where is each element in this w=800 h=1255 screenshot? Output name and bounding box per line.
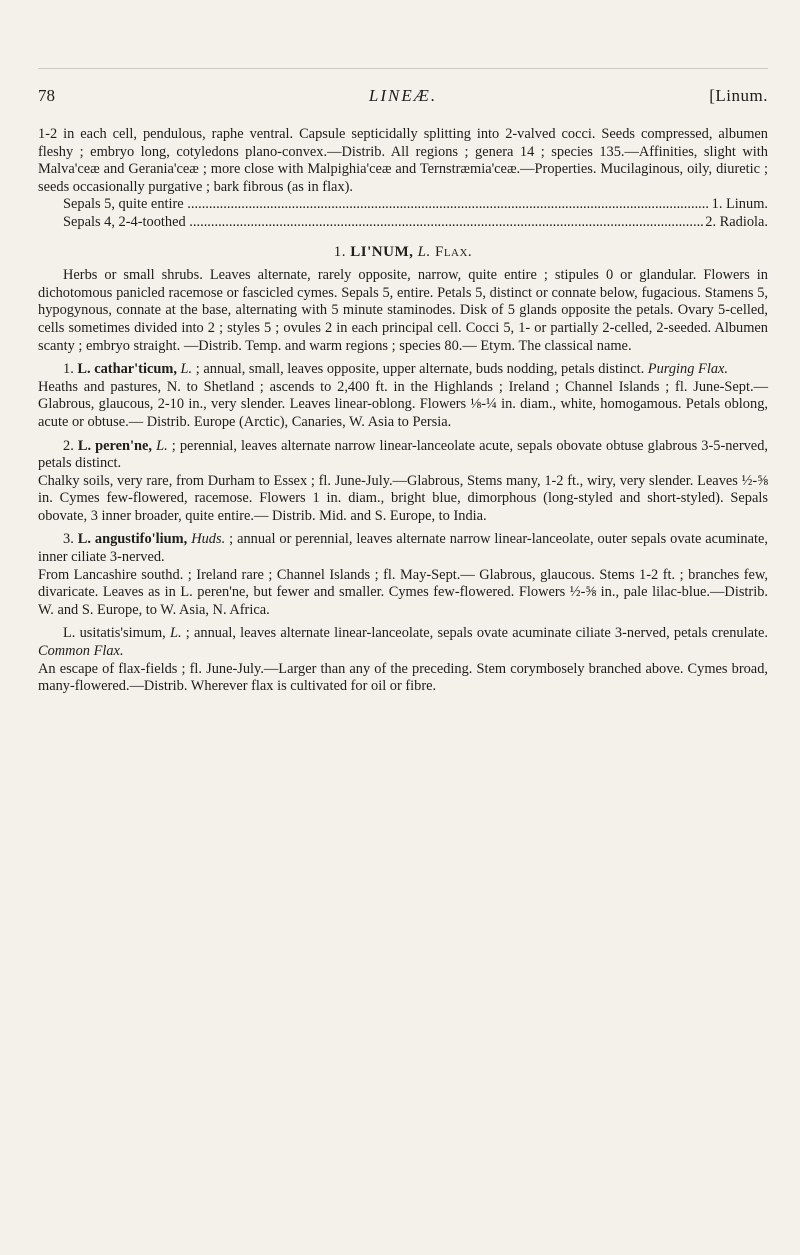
- species-author: L.: [156, 437, 168, 454]
- genus-number: 1.: [333, 243, 347, 260]
- genus-name: LI'NUM,: [350, 243, 414, 260]
- species-header-1: 1. L. cathar'ticum, L. ; annual, small, leaves opposite, upper alternate, buds nodding, petals distinct. Purging Flax.: [63, 361, 728, 378]
- book-page: [38, 16, 769, 695]
- species-name: L. cathar'ticum,: [77, 361, 177, 378]
- species-author: L.: [169, 625, 182, 642]
- species-name: L. peren'ne,: [77, 437, 153, 454]
- species-name: L. angustifo'lium,: [77, 531, 188, 548]
- species-name: L. usitatis'simum,: [63, 625, 166, 642]
- species-body-1: Heaths and pastures, N. to Shetland ; ascends to 2,400 ft. in the Highlands ; Ireland ; Channel Islands ; fl. June-Sept.—Glabrous, glaucous, 2-10 in., very slender. Leaves linear-oblong. Flowers ⅛-¼ in. diam., white, homogamous. Petals oblong, acute or obtuse.— Distrib. Europe (Arctic), Canaries, W. Asia to Persia.: [38, 378, 768, 430]
- species-common-name: Purging Flax.: [647, 361, 728, 378]
- species-body-3: From Lancashire southd. ; Ireland rare ; Channel Islands ; fl. May-Sept.— Glabrous, glaucous. Stems 1-2 ft. ; branches few, divaricate. Leaves as in L. peren'ne, but fewer and smaller. Cymes few-flowered. Flowers ½-⅝ in., pale lilac-blue.—Distrib. W. and S. Europe, to W. Asia, N. Africa.: [38, 566, 768, 618]
- species-author: Huds.: [191, 531, 226, 548]
- species-author: L.: [180, 361, 193, 378]
- species-diagnosis: ; annual or perennial, leaves alternate narrow linear-lanceolate, outer sepals ovate acuminate, inner ciliate 3-nerved.: [38, 531, 769, 566]
- key-result: 1. Linum.: [711, 196, 768, 213]
- page-number: 78: [38, 86, 55, 105]
- species-body-2: Chalky soils, very rare, from Durham to Essex ; fl. June-July.—Glabrous, Stems many, 1-2 ft., wiry, very slender. Leaves ½-⅝ in. Cymes few-flowered, racemose. Flowers 1 in. diam., bright blue, dimorphous (long-styled and short-styled). Sepals obovate, 3 inner broader, quite entire.— Distrib. Mid. and S. Europe, to India.: [38, 472, 768, 524]
- key-text: Sepals 4, 2-4-toothed .....: [63, 214, 703, 232]
- genus-description: Herbs or small shrubs. Leaves alternate, rarely opposite, narrow, quite entire ; stipules 0 or glandular. Flowers in dichotomous panicled racemose or fascicled cymes. Sepals 5, entire. Petals 5, distinct or connate below, fugacious. Stamens 5, hypogynous, connate at the base, alternating with 5 minute staminodes. Disk of 5 glands opposite the petals. Ovary 5-celled, cells sometimes divided into 2 ; styles 5 ; ovules 2 in each principal cell. Cocci 5, 1- or partially 2-celled, 2-seeded. Albumen scanty ; embryo straight. —Distrib. Temp. and warm regions ; species 80.— Etym. The classical name.: [38, 267, 768, 354]
- genus-heading: [38, 244, 768, 262]
- genus-tag: [Linum.: [709, 86, 768, 105]
- species-diagnosis: ; annual, small, leaves opposite, upper alternate, buds nodding, petals distinct.: [195, 361, 645, 378]
- key-text: Sepals 5, quite entire .....: [63, 196, 710, 214]
- species-diagnosis: ; perennial, leaves alternate narrow linear-lanceolate acute, sepals obovate obtuse glabrous 3-5-nerved, petals distinct.: [38, 437, 768, 472]
- species-header-2: 2. L. peren'ne, L. ; perennial, leaves alternate narrow linear-lanceolate acute, sepals obovate obtuse glabrous 3-5-nerved, petals distinct.: [38, 437, 768, 472]
- page-body: [38, 126, 768, 696]
- family-description: 1-2 in each cell, pendulous, raphe ventral. Capsule septicidally splitting into 2-valved cocci. Seeds compressed, albumen fleshy ; embryo long, cotyledons plano-convex.—Distrib. All regions ; genera 14 ; species 135.—Affinities, slight with Malva'ceæ and Gerania'ceæ ; more close with Malpighia'ceæ and Ternstræmia'ceæ.—Properties. Mucilaginous, oily, diuretic ; seeds occasionally purgative ; bark fibrous (as in flax).: [38, 126, 768, 195]
- species-header-3: 3. L. angustifo'lium, Huds. ; annual or perennial, leaves alternate narrow linear-lanceolate, outer sepals ovate acuminate, inner ciliate 3-nerved.: [38, 531, 769, 566]
- species-common-name: Common Flax.: [38, 643, 124, 660]
- key-line-1: [63, 196, 768, 214]
- key-result: 2. Radiola.: [705, 213, 768, 230]
- genus-common-name: Flax.: [434, 243, 473, 260]
- species-diagnosis: ; annual, leaves alternate linear-lanceolate, sepals ovate acuminate ciliate 3-nerved, petals crenulate.: [185, 625, 768, 642]
- key-line-2: [63, 214, 768, 232]
- species-header-4: [38, 625, 768, 660]
- species-body-4: An escape of flax-fields ; fl. June-July.—Larger than any of the preceding. Stem corymbosely branched above. Cymes broad, many-flowered.—Distrib. Wherever flax is cultivated for oil or fibre.: [38, 660, 768, 695]
- genus-author: L.: [417, 243, 431, 260]
- page-header: [38, 16, 768, 105]
- running-title: LINEÆ.: [368, 86, 438, 105]
